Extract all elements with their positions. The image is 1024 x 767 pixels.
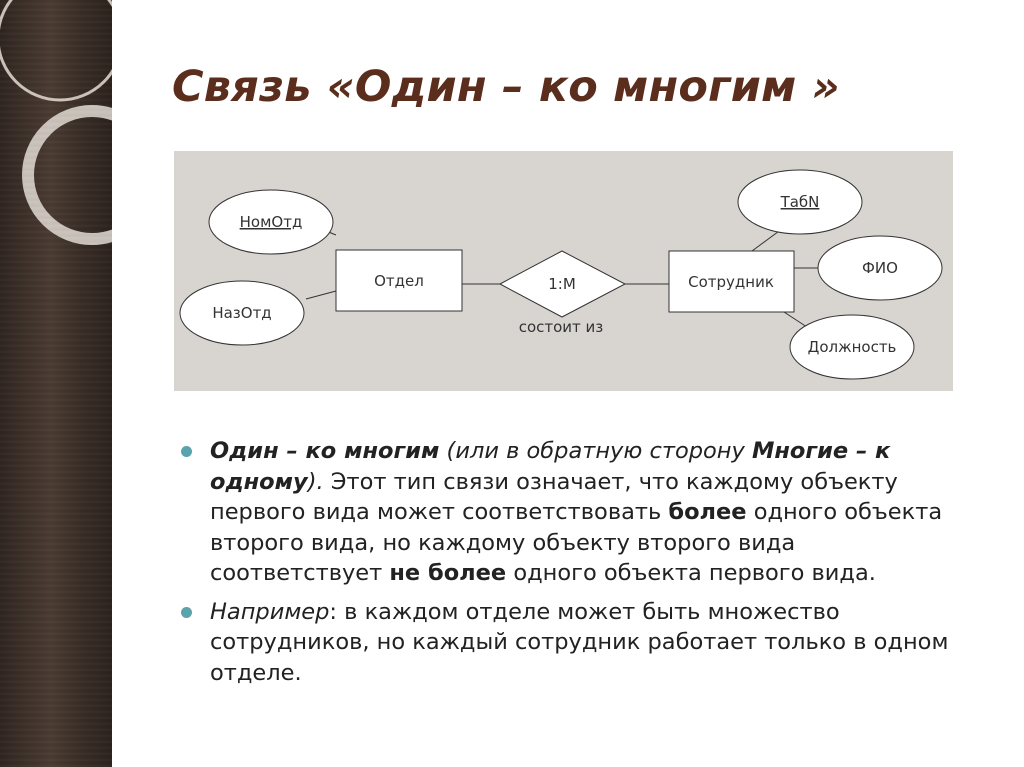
example-text: : в каждом отделе может быть множество сотрудников, но каждый сотрудник работает только в одном отделе. — [210, 598, 949, 686]
bullet-dot-icon — [181, 446, 192, 457]
bullet-definition — [180, 436, 970, 589]
line-dept-name — [306, 291, 336, 299]
definition-text-3: одного объекта первого вида. — [506, 560, 876, 586]
entity-department-label: Отдел — [374, 272, 424, 290]
slide-content — [180, 436, 970, 696]
paren-close: ). — [307, 468, 324, 495]
bullet-example — [180, 597, 970, 689]
relationship-label: состоит из — [518, 318, 604, 336]
decorative-side-panel — [0, 0, 112, 767]
attribute-full-name: ФИО — [862, 259, 898, 277]
entity-employee-label: Сотрудник — [688, 273, 774, 291]
attribute-dept-name: НазОтд — [212, 304, 272, 322]
emphasis-not-more: не более — [389, 560, 507, 586]
example-lead: Например — [210, 598, 330, 625]
attribute-dept-number: НомОтд — [239, 213, 303, 231]
slide-title: Связь «Один – ко многим » — [172, 62, 840, 112]
emphasis-more: более — [668, 499, 747, 525]
attribute-tab-number: ТабN — [780, 193, 820, 211]
relationship-cardinality: 1:M — [548, 275, 576, 293]
paren-open: (или в обратную сторону — [439, 438, 752, 464]
decorative-rings — [0, 0, 112, 260]
definition-text-1: Этот тип связи означает, что каждому объекту первого вида может соответствовать — [210, 468, 898, 525]
term-many-to-one: Многие – к одному — [210, 438, 891, 495]
definition-text-2: одного объекта второго вида, но каждому объекту второго вида соответствует — [210, 499, 943, 586]
attribute-position: Должность — [807, 338, 897, 356]
bullet-dot-icon — [181, 607, 192, 618]
term-one-to-many: Один – ко многим — [210, 438, 440, 464]
er-diagram — [174, 151, 953, 391]
